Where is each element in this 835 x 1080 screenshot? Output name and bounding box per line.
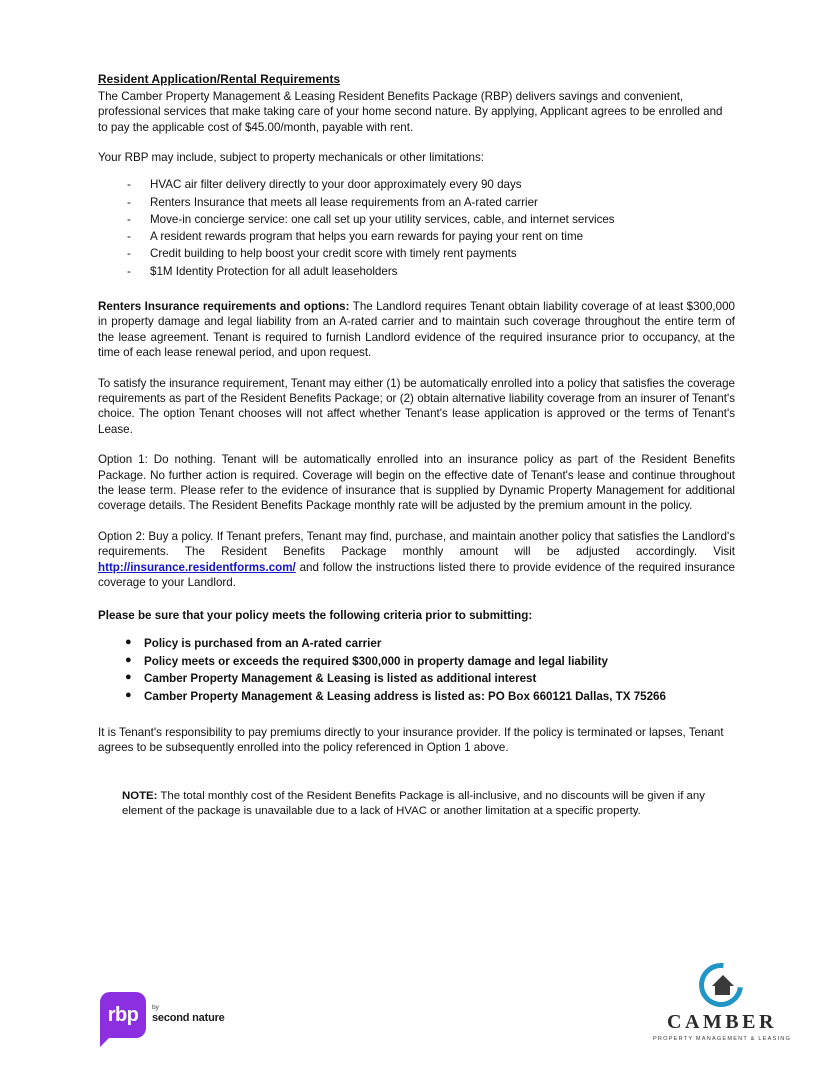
option-1-paragraph: Option 1: Do nothing. Tenant will be automatically enrolled into an insurance policy as part of the Resident Benefits Package. No further action is required. Coverage will begin on the effective date of Tenant's lease and continue throughout the lease term. Please refer to the evidence of insurance that is supplied by Dynamic Property Management for additional coverage details. The Resident Benefits Package monthly rate will be adjusted by the premium amount in the policy. [98,453,735,513]
list-item-label: Camber Property Management & Leasing is listed as additional interest [144,672,537,686]
page-title: Resident Application/Rental Requirements [98,72,341,86]
list-item-label: Policy is purchased from an A-rated carrier [144,636,382,650]
rbp-badge-icon [100,992,146,1038]
dash-bullet-icon: - [127,230,131,244]
insurance-requirements-heading: Renters Insurance requirements and options: [98,299,350,313]
intro-paragraph: The Camber Property Management & Leasing Resident Benefits Package (RBP) delivers savings and convenient, professional services that make taking care of your home second nature. By applying, Applicant agrees to be enrolled and to pay the applicable cost of $45.00/month, payable with rent. [98,89,723,134]
camber-logo [637,963,807,1042]
list-item [98,264,735,280]
list-item [98,212,735,228]
rbp-by-label: by [152,1004,159,1012]
list-item-label: Camber Property Management & Leasing address is listed as: PO Box 660121 Dallas, TX 75266 [144,690,666,704]
note-body: The total monthly cost of the Resident Benefits Package is all-inclusive, and no discounts will be given if any element of the package is unavailable due to a lack of HVAC or another limitation at a specific property. [122,789,705,818]
list-item [98,654,735,670]
rbp-second-nature-logo [100,992,225,1038]
round-bullet-icon: ● [125,635,132,648]
policy-criteria-list [98,636,735,705]
rbp-benefits-list [98,177,735,279]
list-item [98,689,735,705]
satisfy-requirement-paragraph: To satisfy the insurance requirement, Tenant may either (1) be automatically enrolled into a policy that satisfies the coverage requirements as part of the Resident Benefits Package; or (2) obtain alternative liability coverage from an insurer of Tenant's choice. The option Tenant chooses will not affect whether Tenant's lease application is approved or the terms of Tenant's Lease. [98,376,735,436]
camber-tagline-label: PROPERTY MANAGEMENT & LEASING [653,1036,791,1042]
option-2-paragraph [98,529,735,591]
camber-name-label: CAMBER [667,1011,777,1033]
insurance-requirements-body: The Landlord requires Tenant obtain liability coverage of at least $300,000 in property damage and legal liability from an A-rated carrier and to maintain such coverage throughout the entire term of the lease agreement. Tenant is required to furnish Landlord evidence of the required insurance prior to occupancy, at the time of each lease renewal period, and upon request. [98,299,735,360]
document-footer [0,966,835,1056]
rbp-lead-paragraph: Your RBP may include, subject to property mechanicals or other limitations: [98,150,485,164]
list-item-label: Credit building to help boost your credit score with timely rent payments [150,247,517,261]
list-item [98,177,735,193]
rbp-brand-label: second nature [152,1012,225,1025]
note-block [122,789,707,820]
list-item-label: A resident rewards program that helps you earn rewards for paying your rent on time [150,230,584,244]
document-body [98,72,735,820]
insurance-resident-forms-link[interactable]: http://insurance.residentforms.com/ [98,560,296,574]
dash-bullet-icon: - [127,264,131,278]
list-item-label: Policy meets or exceeds the required $300,000 in property damage and legal liability [144,654,608,668]
dash-bullet-icon: - [127,212,131,226]
list-item [98,636,735,652]
option-2-text-before-link: Option 2: Buy a policy. If Tenant prefers, Tenant may find, purchase, and maintain another policy that satisfies the Landlord's requirements. The Resident Benefits Package monthly amount will be adjusted accordingly. Visit [98,529,735,559]
list-item [98,195,735,211]
note-label: NOTE: [122,789,158,802]
list-item [98,229,735,245]
rbp-badge-label: rbp [107,1004,139,1026]
list-item [98,671,735,687]
dash-bullet-icon: - [127,178,131,192]
list-item-label: HVAC air filter delivery directly to your door approximately every 90 days [150,178,522,192]
list-item [98,246,735,262]
dash-bullet-icon: - [127,247,131,261]
camber-house-swoosh-icon [699,963,745,1007]
option-2-text-after-link: and follow the instructions listed there to provide evidence of the required insurance coverage to your Landlord. [98,560,735,589]
list-item-label: Move-in concierge service: one call set up your utility services, cable, and internet services [150,212,615,226]
list-item-label: $1M Identity Protection for all adult leaseholders [150,264,398,278]
round-bullet-icon: ● [125,671,132,684]
criteria-heading: Please be sure that your policy meets the following criteria prior to submitting: [98,609,533,623]
round-bullet-icon: ● [125,653,132,666]
dash-bullet-icon: - [127,195,131,209]
responsibility-paragraph: It is Tenant's responsibility to pay premiums directly to your insurance provider. If the policy is terminated or lapses, Tenant agrees to be subsequently enrolled into the policy referenced in Option 1 above. [98,725,724,755]
insurance-requirements-paragraph [98,299,735,361]
second-nature-wordmark [152,1005,225,1024]
list-item-label: Renters Insurance that meets all lease requirements from an A-rated carrier [150,195,538,209]
round-bullet-icon: ● [125,689,132,702]
